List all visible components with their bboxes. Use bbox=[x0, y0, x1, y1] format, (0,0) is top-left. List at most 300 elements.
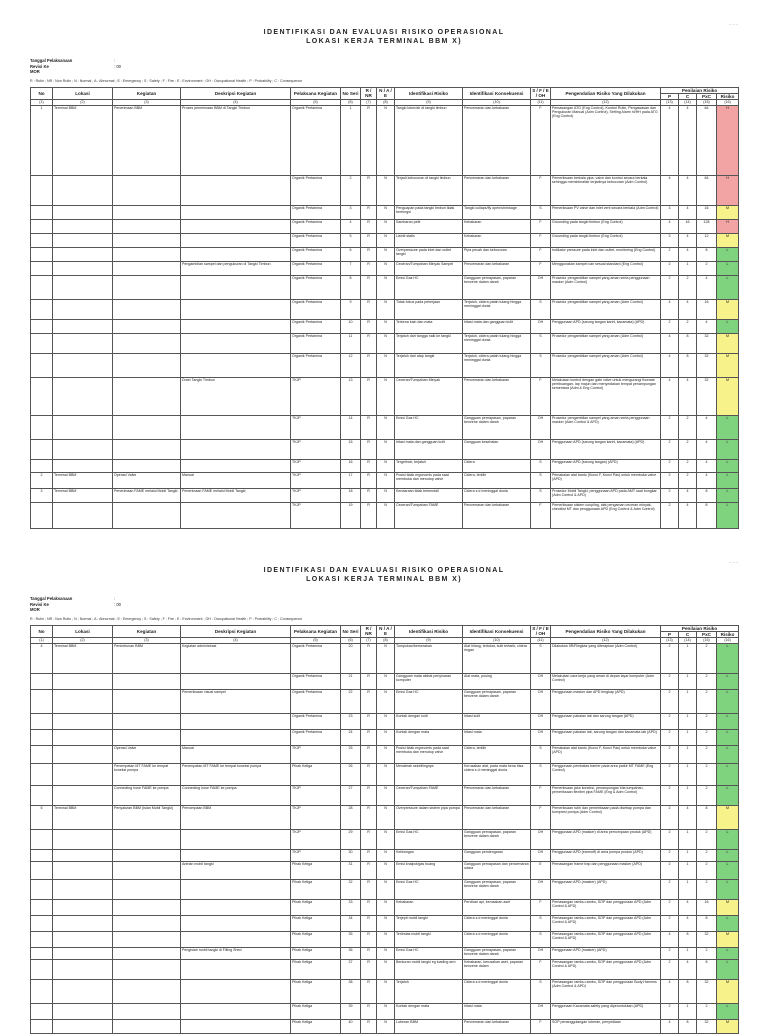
cell-seri: 32 bbox=[341, 879, 361, 899]
cell-konsekuensi: Gangguan pernapasan, paparan benzene dalam darah bbox=[463, 415, 531, 439]
cell-deskripsi bbox=[181, 931, 291, 947]
mor-label: MOR bbox=[30, 69, 40, 75]
cell-kendali: Melakukan cara kerja yang aman di depan layar komputer (Adm Control) bbox=[551, 673, 661, 689]
cell-pelaksana: TKJP bbox=[291, 439, 341, 459]
cell-pxc: 2 bbox=[697, 879, 717, 899]
cell-lvl: L bbox=[717, 275, 739, 299]
revisi-label: Revisi Ke bbox=[30, 63, 49, 69]
cell-kegiatan bbox=[113, 299, 181, 319]
cell-p: 2 bbox=[661, 849, 679, 861]
cell-kegiatan bbox=[113, 899, 181, 915]
cell-no: 5 bbox=[31, 805, 53, 829]
cell-no bbox=[31, 713, 53, 729]
cell-rnr: R bbox=[361, 472, 377, 488]
cell-rnr: R bbox=[361, 502, 377, 528]
cell-nae: N bbox=[377, 261, 395, 275]
cell-kendali: Penggunaan Kacamata safety yang diperuntukkan (APD) bbox=[551, 1003, 661, 1019]
cell-sfe: E bbox=[531, 861, 551, 879]
cell-rnr: R bbox=[361, 879, 377, 899]
cell-nae: N bbox=[377, 785, 395, 805]
cell-pxc: 16 bbox=[697, 205, 717, 219]
cell-deskripsi bbox=[181, 829, 291, 849]
cell-konsekuensi: Pencemaran dan kebakaran bbox=[463, 261, 531, 275]
cell-nae: N bbox=[377, 879, 395, 899]
table-row bbox=[31, 673, 739, 689]
cell-pxc: 32 bbox=[697, 979, 717, 1003]
cell-seri: 20 bbox=[341, 643, 361, 673]
cell-deskripsi bbox=[181, 1019, 291, 1033]
cell-pelaksana: Pihak Ketiga bbox=[291, 979, 341, 1003]
cell-seri: 31 bbox=[341, 861, 361, 879]
cell-deskripsi bbox=[181, 849, 291, 861]
cell-konsekuensi: Kebakaran bbox=[463, 219, 531, 233]
cell-seri: 21 bbox=[341, 673, 361, 689]
cell-nae: N bbox=[377, 947, 395, 959]
cell-sfe: F bbox=[531, 785, 551, 805]
cell-pxc: 2 bbox=[697, 729, 717, 745]
column-number: (2) bbox=[53, 637, 113, 643]
cell-risiko: Emisi Gas HC bbox=[395, 275, 463, 299]
cell-c: 8 bbox=[679, 1019, 697, 1033]
cell-c: 4 bbox=[679, 299, 697, 319]
col-c: C bbox=[679, 631, 697, 637]
cell-seri: 12 bbox=[341, 353, 361, 377]
cell-lokasi bbox=[53, 729, 113, 745]
cell-risiko: Tidak fokus pada pekerjaan bbox=[395, 299, 463, 319]
cell-p: 2 bbox=[661, 1003, 679, 1019]
cell-pelaksana: Organik Pertamina bbox=[291, 299, 341, 319]
cell-konsekuensi: Iritasi mata bbox=[463, 729, 531, 745]
cell-lokasi bbox=[53, 319, 113, 333]
cell-pxc: 4 bbox=[697, 275, 717, 299]
column-number: (5) bbox=[291, 99, 341, 105]
cell-pxc: 8 bbox=[697, 247, 717, 261]
cell-nae: N bbox=[377, 805, 395, 829]
cell-seri: 15 bbox=[341, 439, 361, 459]
cell-nae: N bbox=[377, 915, 395, 931]
column-number: (4) bbox=[181, 637, 291, 643]
cell-kegiatan bbox=[113, 333, 181, 353]
cell-sfe: S bbox=[531, 459, 551, 472]
cell-konsekuensi: Iritasi kulit bbox=[463, 713, 531, 729]
cell-rnr: R bbox=[361, 745, 377, 763]
cell-pelaksana: TKJP bbox=[291, 472, 341, 488]
cell-konsekuensi: Pencemaran dan kebakaran bbox=[463, 502, 531, 528]
table-row bbox=[31, 643, 739, 673]
cell-kendali: Penggunaan APD (sarung tangan karet, kacamata) (APD) bbox=[551, 439, 661, 459]
cell-kendali: Prosedur pengambilan sampel yang aman serta penggunaan masker (Adm Control & APD) bbox=[551, 415, 661, 439]
table-body-1 bbox=[31, 105, 739, 528]
cell-seri: 1 bbox=[341, 105, 361, 175]
cell-sfe: OH bbox=[531, 729, 551, 745]
cell-pxc: 2 bbox=[697, 849, 717, 861]
col-deskripsi: Deskripsi Kegiatan bbox=[181, 625, 291, 637]
title-line-2: LOKASI KERJA TERMINAL BBM X) bbox=[306, 38, 462, 45]
cell-p: 2 bbox=[661, 459, 679, 472]
cell-seri: 35 bbox=[341, 931, 361, 947]
cell-nae: N bbox=[377, 931, 395, 947]
cell-risiko: Listrik statis bbox=[395, 233, 463, 247]
cell-konsekuensi: Kebakaran, kerusakan aset, paparan benzene dalam bbox=[463, 959, 531, 979]
cell-seri: 29 bbox=[341, 829, 361, 849]
cell-no bbox=[31, 1019, 53, 1033]
table-row bbox=[31, 959, 739, 979]
cell-lvl: L bbox=[717, 673, 739, 689]
cell-risiko: Menabrak sekelilingnya bbox=[395, 763, 463, 785]
cell-pelaksana: TKJP bbox=[291, 488, 341, 502]
cell-seri: 38 bbox=[341, 979, 361, 1003]
cell-risiko: Posisi tidak ergonomis pada saat membuka dan menutup valve bbox=[395, 745, 463, 763]
cell-lvl: H bbox=[717, 105, 739, 175]
cell-rnr: R bbox=[361, 459, 377, 472]
column-number: (1) bbox=[31, 637, 53, 643]
cell-deskripsi: Pemeriksaan visual sampel bbox=[181, 689, 291, 713]
cell-pxc: 128 bbox=[697, 219, 717, 233]
cell-nae: N bbox=[377, 299, 395, 319]
table-head bbox=[31, 87, 739, 105]
cell-konsekuensi: Gangguan pernapasan, paparan benzene dalam darah bbox=[463, 947, 531, 959]
cell-p: 4 bbox=[661, 1019, 679, 1033]
table-row bbox=[31, 1003, 739, 1019]
cell-kendali: Penggunaan masker dan APD lengkap (APD) bbox=[551, 689, 661, 713]
cell-no: 2 bbox=[31, 472, 53, 488]
cell-kendali: Penggunaan APD (sarung tangan karet, kacamata) (APD) bbox=[551, 319, 661, 333]
cell-kegiatan: Penerimaan BBM bbox=[113, 105, 181, 175]
col-rnr: R / NR bbox=[361, 87, 377, 99]
cell-nae: N bbox=[377, 319, 395, 333]
cell-deskripsi: Penerimaan FAME melalui Mobil Tangki bbox=[181, 488, 291, 502]
cell-pxc: 64 bbox=[697, 105, 717, 175]
tanggal-value: : bbox=[114, 596, 116, 601]
cell-nae: N bbox=[377, 1003, 395, 1019]
cell-pelaksana: Organik Pertamina bbox=[291, 353, 341, 377]
cell-pelaksana: Pihak Ketiga bbox=[291, 915, 341, 931]
cell-kendali: Penggunaan pakaian lab, sarung tangan dan kacamata lab (APD) bbox=[551, 729, 661, 745]
table-row bbox=[31, 979, 739, 1003]
cell-seri: 23 bbox=[341, 713, 361, 729]
cell-pelaksana: Organik Pertamina bbox=[291, 713, 341, 729]
cell-lokasi bbox=[53, 353, 113, 377]
cell-p: 3 bbox=[661, 205, 679, 219]
col-pxc: PxC bbox=[697, 93, 717, 99]
cell-no: 1 bbox=[31, 105, 53, 175]
cell-risiko: Iritasi mata dan gangguan kulit bbox=[395, 439, 463, 459]
cell-rnr: R bbox=[361, 275, 377, 299]
cell-pelaksana: TKJP bbox=[291, 459, 341, 472]
table-row bbox=[31, 947, 739, 959]
cell-rnr: R bbox=[361, 931, 377, 947]
cell-c: 1 bbox=[679, 689, 697, 713]
cell-rnr: R bbox=[361, 689, 377, 713]
cell-no bbox=[31, 377, 53, 415]
table-row bbox=[31, 879, 739, 899]
col-kegiatan: Kegiatan bbox=[113, 87, 181, 99]
table-row bbox=[31, 931, 739, 947]
cell-rnr: R bbox=[361, 439, 377, 459]
cell-pxc: 4 bbox=[697, 415, 717, 439]
cell-lvl: L bbox=[717, 319, 739, 333]
column-number: (6) bbox=[341, 637, 361, 643]
cell-rnr: R bbox=[361, 1019, 377, 1033]
cell-kendali: Pemeriksaan sistem coupling, alat pengaman ceceran minyak, checklist MT dan penggunaan APD (Eng Control & Adm Control) bbox=[551, 502, 661, 528]
cell-no bbox=[31, 829, 53, 849]
cell-kendali: Penggunaan APD (masker) (APD) bbox=[551, 879, 661, 899]
cell-deskripsi bbox=[181, 879, 291, 899]
cell-p: 4 bbox=[661, 105, 679, 175]
cell-kegiatan bbox=[113, 261, 181, 275]
cell-nae: N bbox=[377, 502, 395, 528]
cell-lokasi bbox=[53, 377, 113, 415]
cell-sfe: OH bbox=[531, 319, 551, 333]
cell-lvl: L bbox=[717, 959, 739, 979]
cell-sfe: OH bbox=[531, 947, 551, 959]
cell-lvl: M bbox=[717, 353, 739, 377]
cell-lvl: L bbox=[717, 763, 739, 785]
cell-risiko: Terjatuh bbox=[395, 979, 463, 1003]
cell-konsekuensi: Terjatuh, cidera patah tulang hingga meninggal dunia bbox=[463, 333, 531, 353]
cell-seri: 16 bbox=[341, 459, 361, 472]
cell-lokasi bbox=[53, 502, 113, 528]
cell-nae: N bbox=[377, 829, 395, 849]
cell-lvl: M bbox=[717, 805, 739, 829]
col-penilaian: Penilaian Risiko bbox=[661, 625, 739, 631]
cell-konsekuensi: Gangguan pernapasan, paparan benzene dalam darah bbox=[463, 879, 531, 899]
col-identifikasi: Identifikasi Risiko bbox=[395, 87, 463, 99]
cell-pelaksana: Organik Pertamina bbox=[291, 673, 341, 689]
cell-p: 2 bbox=[661, 472, 679, 488]
cell-lokasi bbox=[53, 275, 113, 299]
cell-c: 1 bbox=[679, 947, 697, 959]
cell-nae: N bbox=[377, 247, 395, 261]
cell-pelaksana: Organik Pertamina bbox=[291, 261, 341, 275]
cell-p: 4 bbox=[661, 299, 679, 319]
cell-deskripsi: Manual bbox=[181, 745, 291, 763]
col-nae: N / A / E bbox=[377, 625, 395, 637]
cell-lvl: L bbox=[717, 713, 739, 729]
cell-konsekuensi: Pencemaran dan kebakaran bbox=[463, 805, 531, 829]
cell-sfe: S bbox=[531, 979, 551, 1003]
cell-kegiatan bbox=[113, 439, 181, 459]
cell-kegiatan bbox=[113, 377, 181, 415]
cell-nae: N bbox=[377, 729, 395, 745]
cell-p: 4 bbox=[661, 377, 679, 415]
cell-pelaksana: Pihak Ketiga bbox=[291, 959, 341, 979]
cell-nae: N bbox=[377, 763, 395, 785]
table-row bbox=[31, 319, 739, 333]
cell-kendali: Grounding pada tangki timbun (Eng Control) bbox=[551, 219, 661, 233]
column-number: (16) bbox=[717, 99, 739, 105]
cell-kegiatan: Operasi Valve bbox=[113, 472, 181, 488]
cell-risiko: Emisi Gas HC bbox=[395, 947, 463, 959]
cell-konsekuensi: Gangguan pendengaran bbox=[463, 849, 531, 861]
cell-c: 1 bbox=[679, 261, 697, 275]
cell-lvl: M bbox=[717, 979, 739, 1003]
cell-seri: 13 bbox=[341, 377, 361, 415]
table-row bbox=[31, 488, 739, 502]
cell-kendali: Pemasangan rambu-rambu, SOP dan penggunaan APD (Adm Control & APD) bbox=[551, 899, 661, 915]
column-number: (10) bbox=[463, 637, 531, 643]
page-number: ~ ~ ~ bbox=[728, 560, 738, 565]
col-pxc: PxC bbox=[697, 631, 717, 637]
cell-risiko: Luberan BBM bbox=[395, 1019, 463, 1033]
cell-lvl: L bbox=[717, 689, 739, 713]
column-number: (12) bbox=[551, 99, 661, 105]
cell-c: 2 bbox=[679, 319, 697, 333]
col-penilaian: Penilaian Risiko bbox=[661, 87, 739, 93]
cell-kendali: Grounding pada tangki timbun (Eng Control) bbox=[551, 233, 661, 247]
cell-deskripsi: Kegiatan administrasi bbox=[181, 643, 291, 673]
mor-label: MOR bbox=[30, 607, 40, 613]
cell-rnr: R bbox=[361, 915, 377, 931]
cell-konsekuensi: Tangki collaps/fly open/shrinkage bbox=[463, 205, 531, 219]
cell-rnr: R bbox=[361, 947, 377, 959]
cell-seri: 10 bbox=[341, 319, 361, 333]
table-row bbox=[31, 353, 739, 377]
table-row bbox=[31, 729, 739, 745]
revisi-value: : 00 bbox=[114, 601, 121, 607]
cell-sfe: OH bbox=[531, 439, 551, 459]
cell-pelaksana: Pihak Ketiga bbox=[291, 1019, 341, 1033]
cell-seri: 3 bbox=[341, 205, 361, 219]
cell-p: 4 bbox=[661, 931, 679, 947]
cell-lokasi bbox=[53, 1019, 113, 1033]
revisi-label: Revisi Ke bbox=[30, 601, 49, 607]
cell-kegiatan bbox=[113, 959, 181, 979]
cell-lokasi bbox=[53, 299, 113, 319]
cell-nae: N bbox=[377, 175, 395, 205]
cell-rnr: R bbox=[361, 673, 377, 689]
cell-konsekuensi: Pencemaran dan kebakaran bbox=[463, 1019, 531, 1033]
cell-p: 2 bbox=[661, 439, 679, 459]
cell-lokasi bbox=[53, 879, 113, 899]
table-row bbox=[31, 763, 739, 785]
page-title bbox=[30, 566, 738, 584]
cell-pxc: 32 bbox=[697, 1019, 717, 1033]
cell-deskripsi bbox=[181, 899, 291, 915]
cell-nae: N bbox=[377, 849, 395, 861]
cell-nae: N bbox=[377, 459, 395, 472]
cell-kegiatan bbox=[113, 247, 181, 261]
cell-sfe: S bbox=[531, 915, 551, 931]
cell-deskripsi bbox=[181, 959, 291, 979]
cell-lvl: M bbox=[717, 377, 739, 415]
cell-no bbox=[31, 745, 53, 763]
cell-seri: 7 bbox=[341, 261, 361, 275]
cell-kendali: Penggunaan pakaian lab dan sarung tangan (APD) bbox=[551, 713, 661, 729]
cell-risiko: Terjepit mobil tangki bbox=[395, 915, 463, 931]
cell-lvl: M bbox=[717, 299, 739, 319]
cell-konsekuensi: Cidera s.d meninggal dunia bbox=[463, 979, 531, 1003]
abbreviation-legend: R : Rutin ; NR : Non Rutin ; N : Normal ; A : Abnormal ; E : Emergency ; S : Safety ; F : Fire ; E : Environment ; OH : Occupational Health ; P : Probability ; C : Consequence bbox=[30, 616, 303, 621]
table-row bbox=[31, 175, 739, 205]
cell-seri: 33 bbox=[341, 899, 361, 915]
title-line-2: LOKASI KERJA TERMINAL BBM X) bbox=[306, 576, 462, 583]
cell-sfe: OH bbox=[531, 415, 551, 439]
cell-lokasi bbox=[53, 439, 113, 459]
cell-kegiatan bbox=[113, 205, 181, 219]
cell-rnr: R bbox=[361, 175, 377, 205]
cell-p: 2 bbox=[661, 689, 679, 713]
cell-lvl: M bbox=[717, 233, 739, 247]
cell-pelaksana: Organik Pertamina bbox=[291, 205, 341, 219]
cell-lvl: L bbox=[717, 247, 739, 261]
cell-sfe: S bbox=[531, 643, 551, 673]
cell-c: 4 bbox=[679, 915, 697, 931]
cell-no bbox=[31, 673, 53, 689]
cell-lvl: L bbox=[717, 1003, 739, 1019]
cell-no bbox=[31, 415, 53, 439]
cell-no bbox=[31, 502, 53, 528]
col-lokasi: Lokasi bbox=[53, 87, 113, 99]
cell-risiko: Terkena kain dan mata bbox=[395, 319, 463, 333]
table-row bbox=[31, 275, 739, 299]
cell-pelaksana: TKJP bbox=[291, 502, 341, 528]
cell-lokasi: Terminal BBM bbox=[53, 472, 113, 488]
cell-konsekuensi: Iritasi mata bbox=[463, 1003, 531, 1019]
cell-c: 1 bbox=[679, 849, 697, 861]
cell-c: 2 bbox=[679, 439, 697, 459]
cell-kegiatan bbox=[113, 275, 181, 299]
column-number: (14) bbox=[679, 99, 697, 105]
cell-deskripsi: Antrian mobil tangki bbox=[181, 861, 291, 879]
tanggal-label: Tanggal Pelaksanaan bbox=[30, 58, 73, 63]
col-risiko: Risiko bbox=[717, 93, 739, 99]
cell-konsekuensi: Gangguan pernapasan dan pencemaran udara bbox=[463, 861, 531, 879]
cell-sfe: F bbox=[531, 502, 551, 528]
cell-risiko: Terjadi kebocoran di tangki timbun bbox=[395, 175, 463, 205]
table-row bbox=[31, 689, 739, 713]
cell-risiko: Emisi Gas HC bbox=[395, 415, 463, 439]
cell-deskripsi bbox=[181, 1003, 291, 1019]
column-number: (9) bbox=[395, 99, 463, 105]
cell-pelaksana: Pihak Ketiga bbox=[291, 861, 341, 879]
table-row bbox=[31, 713, 739, 729]
page-title bbox=[30, 28, 738, 46]
cell-p: 2 bbox=[661, 947, 679, 959]
cell-konsekuensi: Cidera s.d meninggal dunia bbox=[463, 488, 531, 502]
col-nae: N / A / E bbox=[377, 87, 395, 99]
cell-risiko: Kebisingan bbox=[395, 849, 463, 861]
table-row bbox=[31, 745, 739, 763]
cell-c: 1 bbox=[679, 729, 697, 745]
cell-lokasi bbox=[53, 745, 113, 763]
tanggal-label: Tanggal Pelaksanaan bbox=[30, 596, 73, 601]
cell-kendali: Pemeriksaan PV valve dan inlet vent secara berkala (Adm Control) bbox=[551, 205, 661, 219]
cell-pxc: 4 bbox=[697, 439, 717, 459]
cell-risiko: Penguapan pada tangki timbun tidak berfungsi bbox=[395, 205, 463, 219]
cell-deskripsi bbox=[181, 275, 291, 299]
col-c: C bbox=[679, 93, 697, 99]
cell-seri: 6 bbox=[341, 247, 361, 261]
cell-seri: 30 bbox=[341, 849, 361, 861]
cell-rnr: R bbox=[361, 261, 377, 275]
col-pengendalian: Pengendalian Risiko Yang Dilakukan bbox=[551, 625, 661, 637]
cell-kendali: Pemasangan ATG (Eng Control), Kontrol Rutin, Pengawasan dan Pengukuran Manual (Adm Control), Setting Alarm hi/HH pada ATG (Eng Control) bbox=[551, 105, 661, 175]
cell-deskripsi bbox=[181, 673, 291, 689]
cell-kendali: Penggunaan APD (masker) di area pemompaan produk (APD) bbox=[551, 829, 661, 849]
cell-kendali: Penggunaan APD (sarung tangan) (APD) bbox=[551, 459, 661, 472]
cell-c: 1 bbox=[679, 879, 697, 899]
cell-nae: N bbox=[377, 472, 395, 488]
cell-rnr: R bbox=[361, 829, 377, 849]
cell-seri: 8 bbox=[341, 275, 361, 299]
cell-seri: 18 bbox=[341, 488, 361, 502]
cell-no bbox=[31, 959, 53, 979]
cell-c: 4 bbox=[679, 175, 697, 205]
cell-seri: 5 bbox=[341, 233, 361, 247]
cell-nae: N bbox=[377, 979, 395, 1003]
cell-p: 2 bbox=[661, 319, 679, 333]
